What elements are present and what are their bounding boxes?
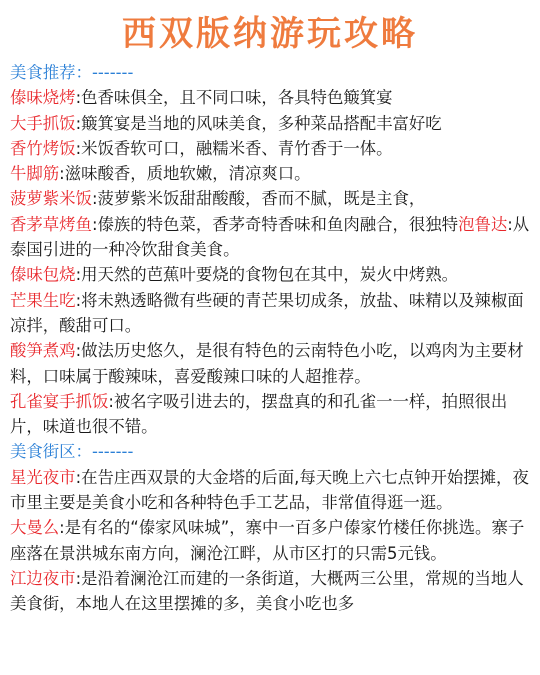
food-description: :傣族的特色菜，香茅奇特香味和鱼肉融合，很独特 [91, 214, 459, 234]
food-section-heading: 美食推荐：------- [10, 63, 134, 82]
food-item [10, 389, 530, 440]
street-item [10, 566, 530, 617]
food-item [10, 136, 530, 161]
street-name: 江边夜市 [10, 568, 76, 588]
food-name: 香竹烤饭 [10, 138, 76, 158]
food-item [10, 212, 530, 263]
street-item [10, 465, 530, 516]
street-description: :是有名的“傣家风味城”，寨中一百多户傣家竹楼任你挑选。寨子座落在景洪城东南方向，澜沧江畔，从市区打的只需5元钱。 [10, 518, 525, 563]
food-name: 傣味包烧 [10, 265, 76, 285]
food-description: :用天然的芭蕉叶要烧的食物包在其中，炭火中烤熟。 [75, 265, 459, 285]
food-description: :滋味酸香，质地软嫩，清凉爽口。 [59, 164, 311, 184]
food-description: :簸箕宴是当地的风味美食，多种菜品搭配丰富好吃 [75, 113, 442, 133]
food-description: :菠萝紫米饭甜甜酸酸，香而不腻，既是主食， [91, 189, 426, 209]
street-item [10, 515, 530, 566]
guide-body [10, 60, 530, 617]
street-section-heading: 美食街区：------- [10, 442, 134, 462]
food-description: :做法历史悠久，是很有特色的云南特色小吃，以鸡肉为主要材料，口味属于酸辣味，喜爱酸辣口味的人超推荐。 [10, 341, 524, 386]
food-description: :色香味俱全，且不同口味，各具特色簸箕宴 [75, 88, 393, 108]
food-name: 大手抓饭 [10, 113, 76, 133]
page-title: 西双版纳游玩攻略 [122, 14, 418, 54]
food-name: 傣味烧烤 [10, 88, 76, 108]
street-description: :在告庄西双景的大金塔的后面,每天晚上六七点钟开始摆摊，夜市里主要是美食小吃和各种特色手工艺品，非常值得逛一逛。 [10, 467, 529, 513]
street-name: 大曼么 [10, 518, 60, 538]
food-item [10, 262, 530, 287]
food-item [10, 111, 530, 136]
food-item [10, 338, 530, 389]
food-name-inline: 泡鲁达 [458, 214, 508, 234]
food-description: :被名字吸引进去的，摆盘真的和孔雀一一样，拍照很出片，味道也很不错。 [10, 391, 508, 437]
street-name: 星光夜市 [10, 467, 76, 487]
food-item [10, 186, 530, 211]
food-name: 芒果生吃 [10, 290, 76, 310]
food-description: :米饭香软可口，融糯米香、青竹香于一体。 [75, 138, 393, 158]
food-item [10, 85, 530, 110]
street-description: :是沿着澜沧江而建的一条街道，大概两三公里，常规的当地人美食街，本地人在这里摆摊的多，美食小吃也多 [10, 568, 524, 614]
food-name: 牛脚筋 [10, 164, 60, 184]
food-name: 菠萝紫米饭 [10, 189, 92, 209]
food-name: 香茅草烤鱼 [10, 214, 92, 234]
food-description: :将未熟透略微有些硬的青芒果切成条，放盐、味精以及辣椒面凉拌，酸甜可口。 [10, 290, 524, 335]
food-name: 孔雀宴手抓饭 [10, 391, 109, 411]
food-name: 酸笋煮鸡 [10, 341, 76, 361]
food-item [10, 161, 530, 186]
food-description: :从泰国引进的一种冷饮甜食美食。 [10, 214, 530, 260]
food-item [10, 288, 530, 339]
